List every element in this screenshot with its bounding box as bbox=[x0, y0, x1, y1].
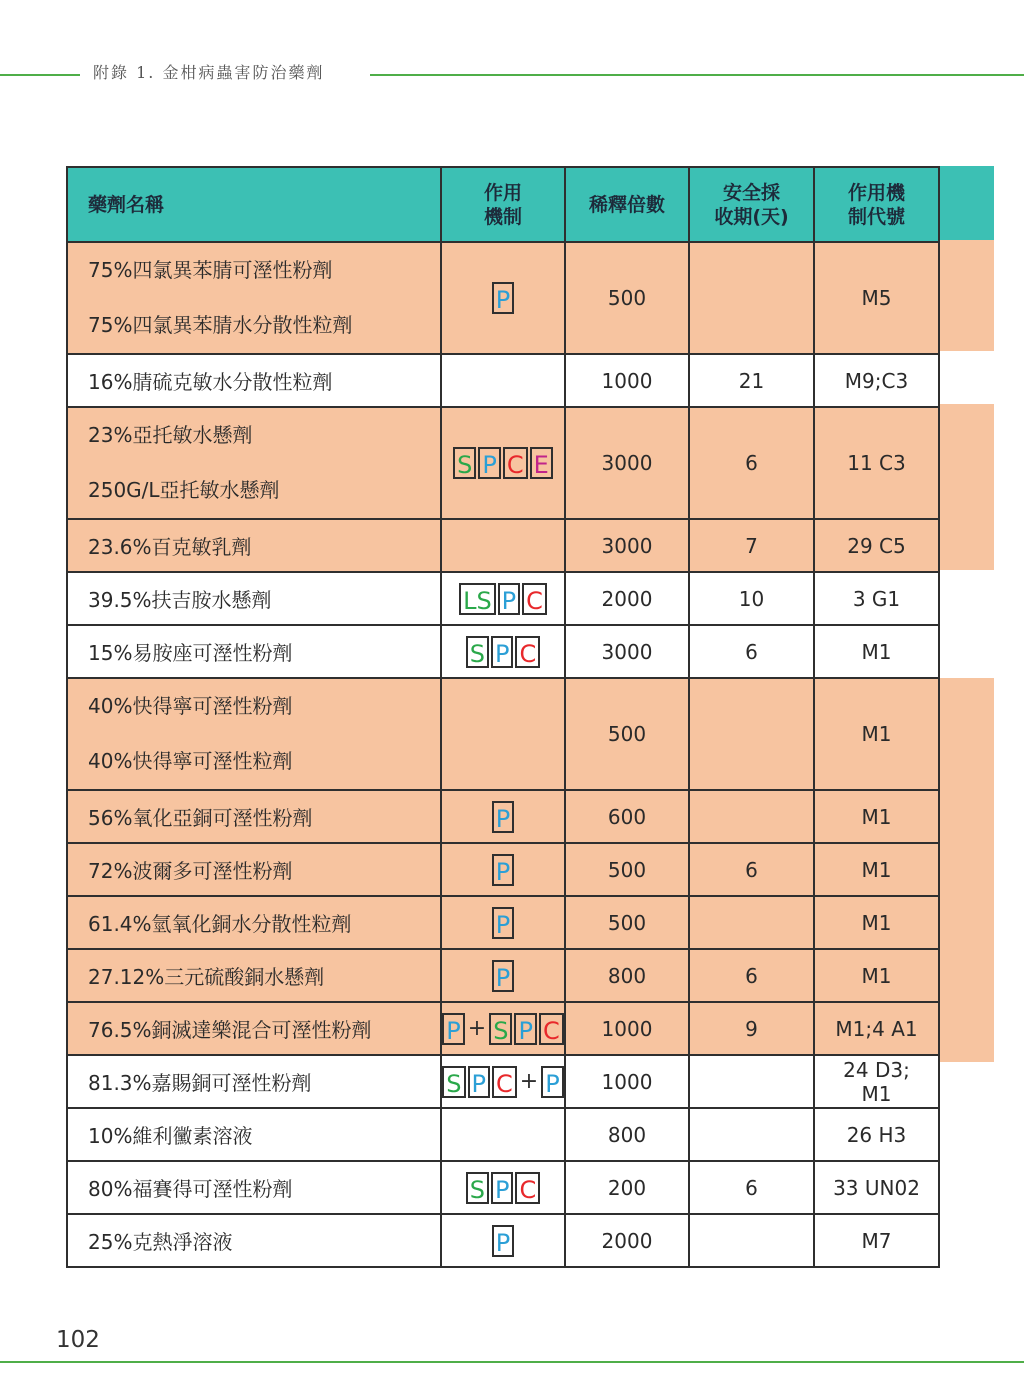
mechanism-cell bbox=[441, 242, 565, 354]
drug-name: 15%易胺座可溼性粉劑 bbox=[88, 641, 293, 665]
table-row bbox=[67, 354, 939, 407]
dilution-cell: 2000 bbox=[565, 572, 689, 625]
drug-name-cell bbox=[67, 354, 441, 407]
safety-period-cell bbox=[689, 1055, 814, 1108]
mechanism-code-cell bbox=[814, 1214, 939, 1267]
mechanism-box-p: P bbox=[498, 583, 520, 615]
drug-name-cell bbox=[67, 790, 441, 843]
mechanism-letter-s: S bbox=[476, 586, 492, 615]
dilution-cell: 500 bbox=[565, 678, 689, 790]
mechanism-box-p: P bbox=[442, 1013, 464, 1045]
dilution-cell: 3000 bbox=[565, 625, 689, 678]
mechanism-code: 29 C5 bbox=[847, 533, 906, 558]
header-mechanism bbox=[441, 167, 565, 242]
drug-name-cell bbox=[67, 896, 441, 949]
mechanism-badge-group bbox=[492, 960, 514, 992]
mechanism-code: 33 UN02 bbox=[833, 1175, 920, 1200]
dilution-cell: 3000 bbox=[565, 407, 689, 519]
mechanism-box-e: E bbox=[530, 447, 553, 479]
mechanism-code: M1 bbox=[861, 804, 892, 829]
drug-name: 40%快得寧可溼性粉劑 bbox=[88, 694, 293, 718]
mechanism-code-cell bbox=[814, 242, 939, 354]
header-safety-line2: 收期(天) bbox=[714, 205, 789, 228]
drug-name-cell bbox=[67, 1214, 441, 1267]
table-row bbox=[67, 843, 939, 896]
mechanism-box-c: C bbox=[503, 447, 528, 479]
mechanism-box-p: P bbox=[492, 1225, 514, 1257]
footer-rule bbox=[0, 1361, 1024, 1363]
header-code-line2: 制代號 bbox=[847, 205, 905, 228]
header-mechanism-line1: 作用 bbox=[483, 181, 522, 204]
header-safety-line1: 安全採 bbox=[722, 181, 780, 204]
mechanism-box-s: S bbox=[442, 1066, 465, 1098]
page-number: 102 bbox=[56, 1327, 100, 1353]
drug-name: 81.3%嘉賜銅可溼性粉劑 bbox=[88, 1071, 312, 1095]
mechanism-code-cell bbox=[814, 625, 939, 678]
mechanism-code-cell bbox=[814, 1108, 939, 1161]
page-header bbox=[0, 58, 1024, 88]
mechanism-code: 3 G1 bbox=[852, 586, 901, 611]
mechanism-badge-group bbox=[492, 282, 514, 314]
mechanism-code-cell bbox=[814, 896, 939, 949]
mechanism-box-p: P bbox=[491, 636, 513, 668]
mechanism-code-cell bbox=[814, 572, 939, 625]
safety-period-cell bbox=[689, 1108, 814, 1161]
drug-name: 56%氧化亞銅可溼性粉劑 bbox=[88, 806, 313, 830]
header-code bbox=[814, 167, 939, 242]
safety-period-cell bbox=[689, 896, 814, 949]
side-band-3 bbox=[938, 678, 994, 1062]
mechanism-code: M9;C3 bbox=[844, 368, 909, 393]
mechanism-cell bbox=[441, 354, 565, 407]
mechanism-code: M1 bbox=[861, 963, 892, 988]
mechanism-code: 26 H3 bbox=[846, 1122, 907, 1147]
table-row bbox=[67, 1214, 939, 1267]
safety-period-cell bbox=[689, 790, 814, 843]
mechanism-code-cell bbox=[814, 519, 939, 572]
mechanism-box-p: P bbox=[492, 960, 514, 992]
mechanism-box-c: C bbox=[522, 583, 547, 615]
table-row bbox=[67, 625, 939, 678]
drug-name: 23%亞托敏水懸劑 bbox=[88, 423, 253, 447]
safety-period-cell bbox=[689, 1214, 814, 1267]
dilution-cell: 3000 bbox=[565, 519, 689, 572]
dilution-cell: 2000 bbox=[565, 1214, 689, 1267]
mechanism-code: M1 bbox=[861, 910, 892, 935]
mechanism-cell bbox=[441, 1108, 565, 1161]
mechanism-box-s: S bbox=[489, 1013, 512, 1045]
mechanism-cell bbox=[441, 790, 565, 843]
drug-name: 75%四氯異苯腈可溼性粉劑 bbox=[88, 258, 333, 282]
drug-name: 76.5%銅滅達樂混合可溼性粉劑 bbox=[88, 1018, 372, 1042]
mechanism-code-line2: M1 bbox=[861, 1081, 892, 1106]
drug-name-cell bbox=[67, 407, 441, 519]
mechanism-cell bbox=[441, 572, 565, 625]
dilution-cell: 500 bbox=[565, 843, 689, 896]
mechanism-code-cell bbox=[814, 790, 939, 843]
dilution-cell: 200 bbox=[565, 1161, 689, 1214]
mechanism-badge-group bbox=[459, 583, 547, 615]
header-name: 藥劑名稱 bbox=[67, 167, 441, 242]
safety-period-cell: 6 bbox=[689, 625, 814, 678]
mechanism-box-p: P bbox=[492, 854, 514, 886]
dilution-cell: 500 bbox=[565, 242, 689, 354]
safety-period-cell: 21 bbox=[689, 354, 814, 407]
mechanism-box-c: C bbox=[492, 1066, 517, 1098]
mechanism-code-cell bbox=[814, 354, 939, 407]
drug-name-cell bbox=[67, 519, 441, 572]
mechanism-code-cell bbox=[814, 1055, 939, 1108]
mechanism-code: 24 D3; bbox=[843, 1057, 910, 1082]
header-rule-left bbox=[0, 74, 80, 76]
safety-period-cell bbox=[689, 242, 814, 354]
safety-period-cell: 6 bbox=[689, 1161, 814, 1214]
side-band-header bbox=[938, 166, 994, 240]
mechanism-cell bbox=[441, 625, 565, 678]
side-band-1 bbox=[938, 240, 994, 351]
mechanism-code-cell bbox=[814, 1002, 939, 1055]
mechanism-box-c: C bbox=[515, 636, 540, 668]
mechanism-code: M1 bbox=[861, 857, 892, 882]
mechanism-badge-group bbox=[466, 636, 540, 668]
dilution-cell: 600 bbox=[565, 790, 689, 843]
mechanism-cell bbox=[441, 519, 565, 572]
drug-name: 16%腈硫克敏水分散性粒劑 bbox=[88, 370, 333, 394]
drug-name: 80%福賽得可溼性粉劑 bbox=[88, 1177, 293, 1201]
table-row bbox=[67, 949, 939, 1002]
mechanism-box-p: P bbox=[541, 1066, 563, 1098]
mechanism-box-s: S bbox=[466, 1172, 489, 1204]
mechanism-cell bbox=[441, 949, 565, 1002]
mechanism-badge-group bbox=[453, 447, 553, 479]
table-row bbox=[67, 519, 939, 572]
mechanism-box-p: P bbox=[468, 1066, 490, 1098]
mechanism-code-cell bbox=[814, 1161, 939, 1214]
safety-period-cell: 9 bbox=[689, 1002, 814, 1055]
mechanism-box-s: S bbox=[453, 447, 476, 479]
table-row bbox=[67, 678, 939, 790]
mechanism-box-c: C bbox=[539, 1013, 564, 1045]
table-row bbox=[67, 572, 939, 625]
mechanism-box-s: S bbox=[466, 636, 489, 668]
mechanism-cell bbox=[441, 843, 565, 896]
mechanism-cell bbox=[441, 1055, 565, 1108]
drug-name: 23.6%百克敏乳劑 bbox=[88, 535, 252, 559]
mechanism-code: M1 bbox=[861, 722, 892, 746]
drug-name-cell bbox=[67, 678, 441, 790]
drug-name: 75%四氯異苯腈水分散性粒劑 bbox=[88, 313, 353, 337]
mechanism-code: 11 C3 bbox=[847, 451, 906, 475]
drug-name-cell bbox=[67, 949, 441, 1002]
mechanism-cell bbox=[441, 896, 565, 949]
mechanism-code-cell bbox=[814, 407, 939, 519]
mechanism-badge-group bbox=[442, 1013, 563, 1045]
drug-name: 10%維利黴素溶液 bbox=[88, 1124, 253, 1148]
table-row bbox=[67, 1002, 939, 1055]
side-band-2 bbox=[938, 404, 994, 570]
mechanism-code-cell bbox=[814, 843, 939, 896]
safety-period-cell: 10 bbox=[689, 572, 814, 625]
safety-period-cell: 6 bbox=[689, 407, 814, 519]
drug-name: 27.12%三元硫酸銅水懸劑 bbox=[88, 965, 325, 989]
table-row bbox=[67, 790, 939, 843]
mechanism-code: M7 bbox=[861, 1228, 892, 1253]
mechanism-box-p: P bbox=[492, 282, 514, 314]
mechanism-code: M1;4 A1 bbox=[835, 1016, 918, 1041]
header-dilution: 稀釋倍數 bbox=[565, 167, 689, 242]
mechanism-badge-group bbox=[492, 1225, 514, 1257]
dilution-cell: 500 bbox=[565, 896, 689, 949]
drug-name: 61.4%氫氧化銅水分散性粒劑 bbox=[88, 912, 352, 936]
mechanism-cell bbox=[441, 407, 565, 519]
drug-name: 40%快得寧可溼性粒劑 bbox=[88, 749, 293, 773]
mechanism-box-p: P bbox=[478, 447, 500, 479]
header-title: 附錄 1. 金柑病蟲害防治藥劑 bbox=[93, 63, 325, 82]
drug-name: 39.5%扶吉胺水懸劑 bbox=[88, 588, 272, 612]
safety-period-cell: 6 bbox=[689, 949, 814, 1002]
dilution-cell: 1000 bbox=[565, 1002, 689, 1055]
mechanism-cell bbox=[441, 678, 565, 790]
mechanism-code: M1 bbox=[861, 639, 892, 664]
dilution-cell: 800 bbox=[565, 949, 689, 1002]
drug-name: 250G/L亞托敏水懸劑 bbox=[88, 478, 280, 502]
mechanism-cell bbox=[441, 1161, 565, 1214]
dilution-cell: 800 bbox=[565, 1108, 689, 1161]
mechanism-box-c: C bbox=[515, 1172, 540, 1204]
drug-name-cell bbox=[67, 1108, 441, 1161]
plus-sign: + bbox=[467, 1016, 487, 1041]
drug-name-cell bbox=[67, 625, 441, 678]
header-safety bbox=[689, 167, 814, 242]
header-rule-right bbox=[370, 74, 1024, 76]
header-code-line1: 作用機 bbox=[847, 181, 905, 204]
table-row bbox=[67, 407, 939, 519]
mechanism-cell bbox=[441, 1214, 565, 1267]
drug-name-cell bbox=[67, 843, 441, 896]
pesticide-table bbox=[66, 166, 940, 1268]
mechanism-code: M5 bbox=[861, 286, 892, 310]
drug-name-cell bbox=[67, 1002, 441, 1055]
mechanism-badge-group bbox=[466, 1172, 540, 1204]
mechanism-box-p: P bbox=[492, 801, 514, 833]
mechanism-box-p: P bbox=[514, 1013, 536, 1045]
table-header-row bbox=[67, 167, 939, 242]
table-row bbox=[67, 896, 939, 949]
table-row bbox=[67, 1055, 939, 1108]
drug-name: 25%克熱淨溶液 bbox=[88, 1230, 233, 1254]
table-row bbox=[67, 242, 939, 354]
mechanism-cell bbox=[441, 1002, 565, 1055]
dilution-cell: 1000 bbox=[565, 1055, 689, 1108]
drug-name-cell bbox=[67, 1055, 441, 1108]
mechanism-badge-group bbox=[492, 801, 514, 833]
table-row bbox=[67, 1161, 939, 1214]
mechanism-box-p: P bbox=[492, 907, 514, 939]
safety-period-cell bbox=[689, 678, 814, 790]
dilution-cell: 1000 bbox=[565, 354, 689, 407]
table-row bbox=[67, 1108, 939, 1161]
safety-period-cell: 6 bbox=[689, 843, 814, 896]
mechanism-box-ls bbox=[459, 583, 496, 615]
mechanism-badge-group bbox=[492, 854, 514, 886]
mechanism-code-cell bbox=[814, 949, 939, 1002]
drug-name-cell bbox=[67, 572, 441, 625]
mechanism-box-p: P bbox=[491, 1172, 513, 1204]
mechanism-code-cell bbox=[814, 678, 939, 790]
drug-name: 72%波爾多可溼性粉劑 bbox=[88, 859, 293, 883]
mechanism-badge-group bbox=[492, 907, 514, 939]
mechanism-badge-group bbox=[442, 1066, 563, 1098]
header-mechanism-line2: 機制 bbox=[483, 205, 522, 228]
plus-sign: + bbox=[519, 1069, 539, 1094]
safety-period-cell: 7 bbox=[689, 519, 814, 572]
mechanism-letter-l: L bbox=[463, 586, 477, 615]
drug-name-cell bbox=[67, 242, 441, 354]
drug-name-cell bbox=[67, 1161, 441, 1214]
